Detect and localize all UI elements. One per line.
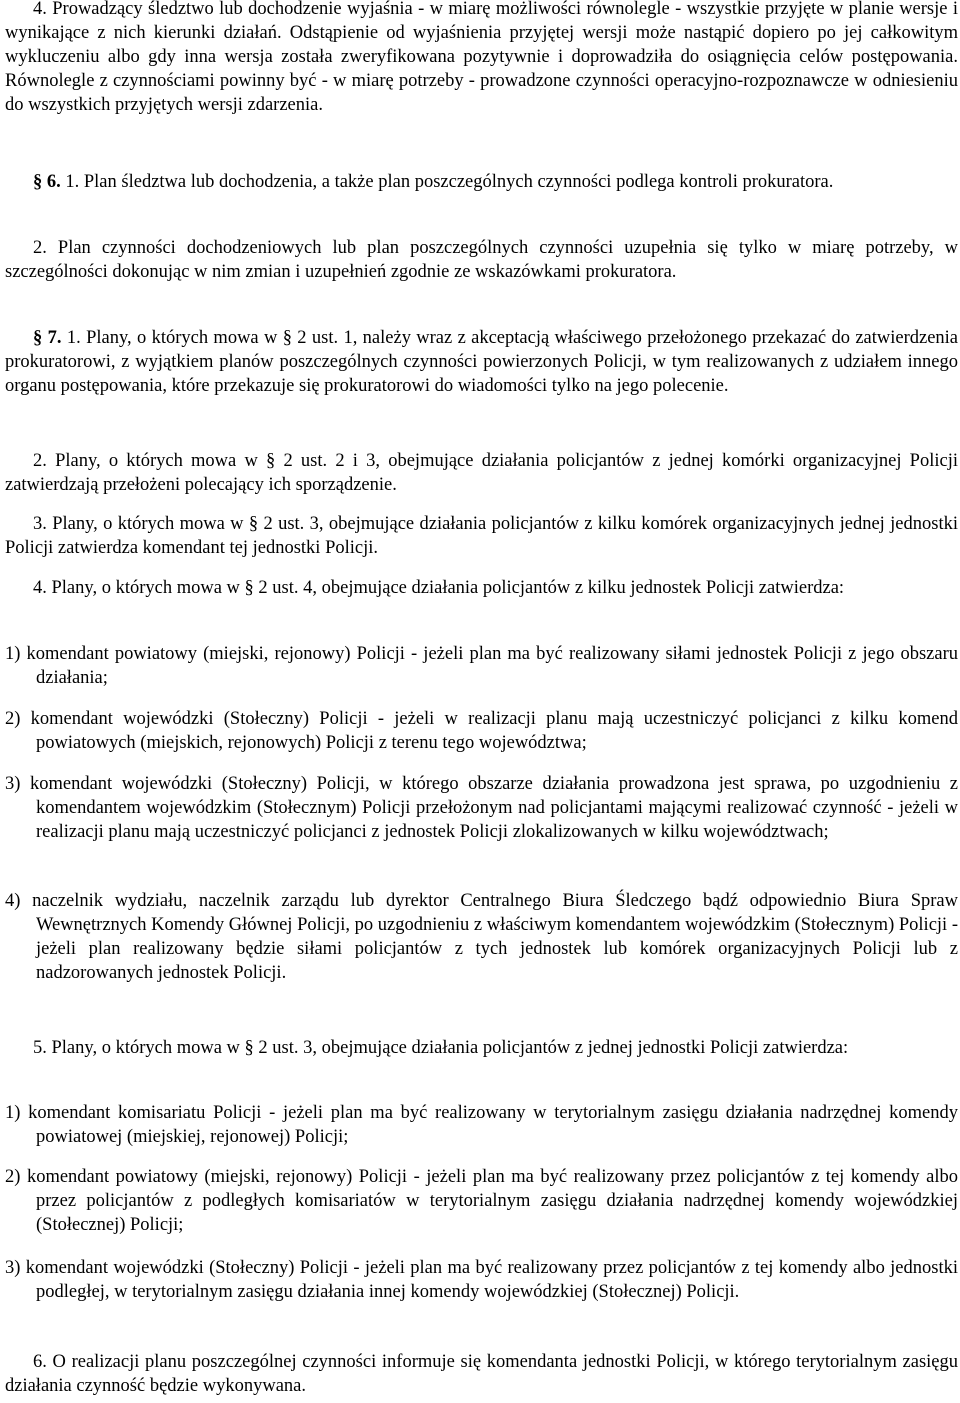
section-7-paragraph-2: 2. Plany, o których mowa w § 2 ust. 2 i 3, obejmujące działania policjantów z jednej komórki organizacyjnej Policji zatwierdzają przełożeni polecający ich sporządzenie.	[5, 451, 958, 495]
section-7-paragraph-4: 4. Plany, o których mowa w § 2 ust. 4, obejmujące działania policjantów z kilku jednostek Policji zatwierdza:	[33, 578, 845, 598]
section-7-1-text: 1. Plany, o których mowa w § 2 ust. 1, należy wraz z akceptacją właściwego przełożonego przekazać do zatwierdzenia prokuratorowi, z wyjątkiem planów poszczególnych czynności powierzonych Policji, w tym realizowanych z udziałem innego organu postępowania, które przekazuje się prokuratorowi do wiadomości tylko na jego polecenie.	[5, 328, 959, 396]
paragraph-4-4: 4. Prowadzący śledztwo lub dochodzenie wyjaśnia - w miarę możliwości równolegle - wszystkie przyjęte w planie wersje i wynikające z nich kierunki działań. Odstąpienie od wyjaśnienia przyjętej wersji może nastąpić dopiero po jej całkowitym wykluczeniu albo gdy inna wersja została zweryfikowana pozytywnie i doprowadziła do osiągnięcia celów postępowania. Równolegle z czynnościami powinny być - w miarę potrzeby - prowadzone czynności operacyjno-rozpoznawcze w odniesieniu do wszystkich przyjętych wersji zdarzenia.	[5, 0, 958, 115]
section-7-5-item-2: 2) komendant powiatowy (miejski, rejonowy) Policji - jeżeli plan ma być realizowany przez policjantów z tej komendy albo przez policjantów z podległych komisariatów w terytorialnym zasięgu działania nadrzędnej komendy wojewódzkiej (Stołecznej) Policji;	[5, 1167, 958, 1235]
section-6-paragraph-1	[5, 170, 958, 194]
section-7-4-item-3: 3) komendant wojewódzki (Stołeczny) Policji, w którego obszarze działania prowadzona jest sprawa, po uzgodnieniu z komendantem wojewódzkim (Stołecznym) Policji przełożonym nad policjantami mającymi realizować czynność - jeżeli w realizacji planu mają uczestniczyć policjanci z jednostek Policji zlokalizowanych w kilku województwach;	[5, 774, 958, 842]
section-7-paragraph-3: 3. Plany, o których mowa w § 2 ust. 3, obejmujące działania policjantów z kilku komórek organizacyjnych jednej jednostki Policji zatwierdza komendant tej jednostki Policji.	[5, 514, 958, 558]
section-7-5-item-1: 1) komendant komisariatu Policji - jeżeli plan ma być realizowany w terytorialnym zasięgu działania nadrzędnej komendy powiatowej (miejskiej, rejonowej) Policji;	[5, 1103, 958, 1147]
section-7-paragraph-6: 6. O realizacji planu poszczególnej czynności informuje się komendanta jednostki Policji, w którego terytorialnym zasięgu działania czynność będzie wykonywana.	[5, 1352, 958, 1396]
section-7-4-item-4: 4) naczelnik wydziału, naczelnik zarządu lub dyrektor Centralnego Biura Śledczego bądź odpowiednio Biura Spraw Wewnętrznych Komendy Głównej Policji, po uzgodnieniu z właściwym komendantem wojewódzkim (Stołecznym) Policji - jeżeli plan realizowany będzie siłami policjantów z tych jednostek lub komórek organizacyjnych Policji lub z nadzorowanych jednostek Policji.	[5, 891, 958, 983]
section-7-5-item-3: 3) komendant wojewódzki (Stołeczny) Policji - jeżeli plan ma być realizowany przez policjantów z tej komendy albo jednostki podległej, w terytorialnym zasięgu działania innej komendy wojewódzkiej (Stołecznej) Policji.	[5, 1258, 958, 1302]
section-7-4-item-2: 2) komendant wojewódzki (Stołeczny) Policji - jeżeli w realizacji planu mają uczestniczyć policjanci z kilku komend powiatowych (miejskich, rejonowych) Policji z terenu tego województwa;	[5, 709, 958, 753]
section-6-1-text: 1. Plan śledztwa lub dochodzenia, a także plan poszczególnych czynności podlega kontroli prokuratora.	[65, 172, 834, 192]
section-7-4-item-1: 1) komendant powiatowy (miejski, rejonowy) Policji - jeżeli plan ma być realizowany siłami jednostek Policji z jego obszaru działania;	[5, 644, 958, 688]
section-7-paragraph-1	[5, 326, 958, 398]
section-7-paragraph-5: 5. Plany, o których mowa w § 2 ust. 3, obejmujące działania policjantów z jednej jednostki Policji zatwierdza:	[33, 1038, 849, 1058]
section-6-marker: § 6.	[33, 172, 61, 192]
section-7-marker: § 7.	[33, 328, 62, 348]
section-6-paragraph-2: 2. Plan czynności dochodzeniowych lub plan poszczególnych czynności uzupełnia się tylko w miarę potrzeby, w szczególności dokonując w nim zmian i uzupełnień zgodnie ze wskazówkami prokuratora.	[5, 238, 958, 282]
